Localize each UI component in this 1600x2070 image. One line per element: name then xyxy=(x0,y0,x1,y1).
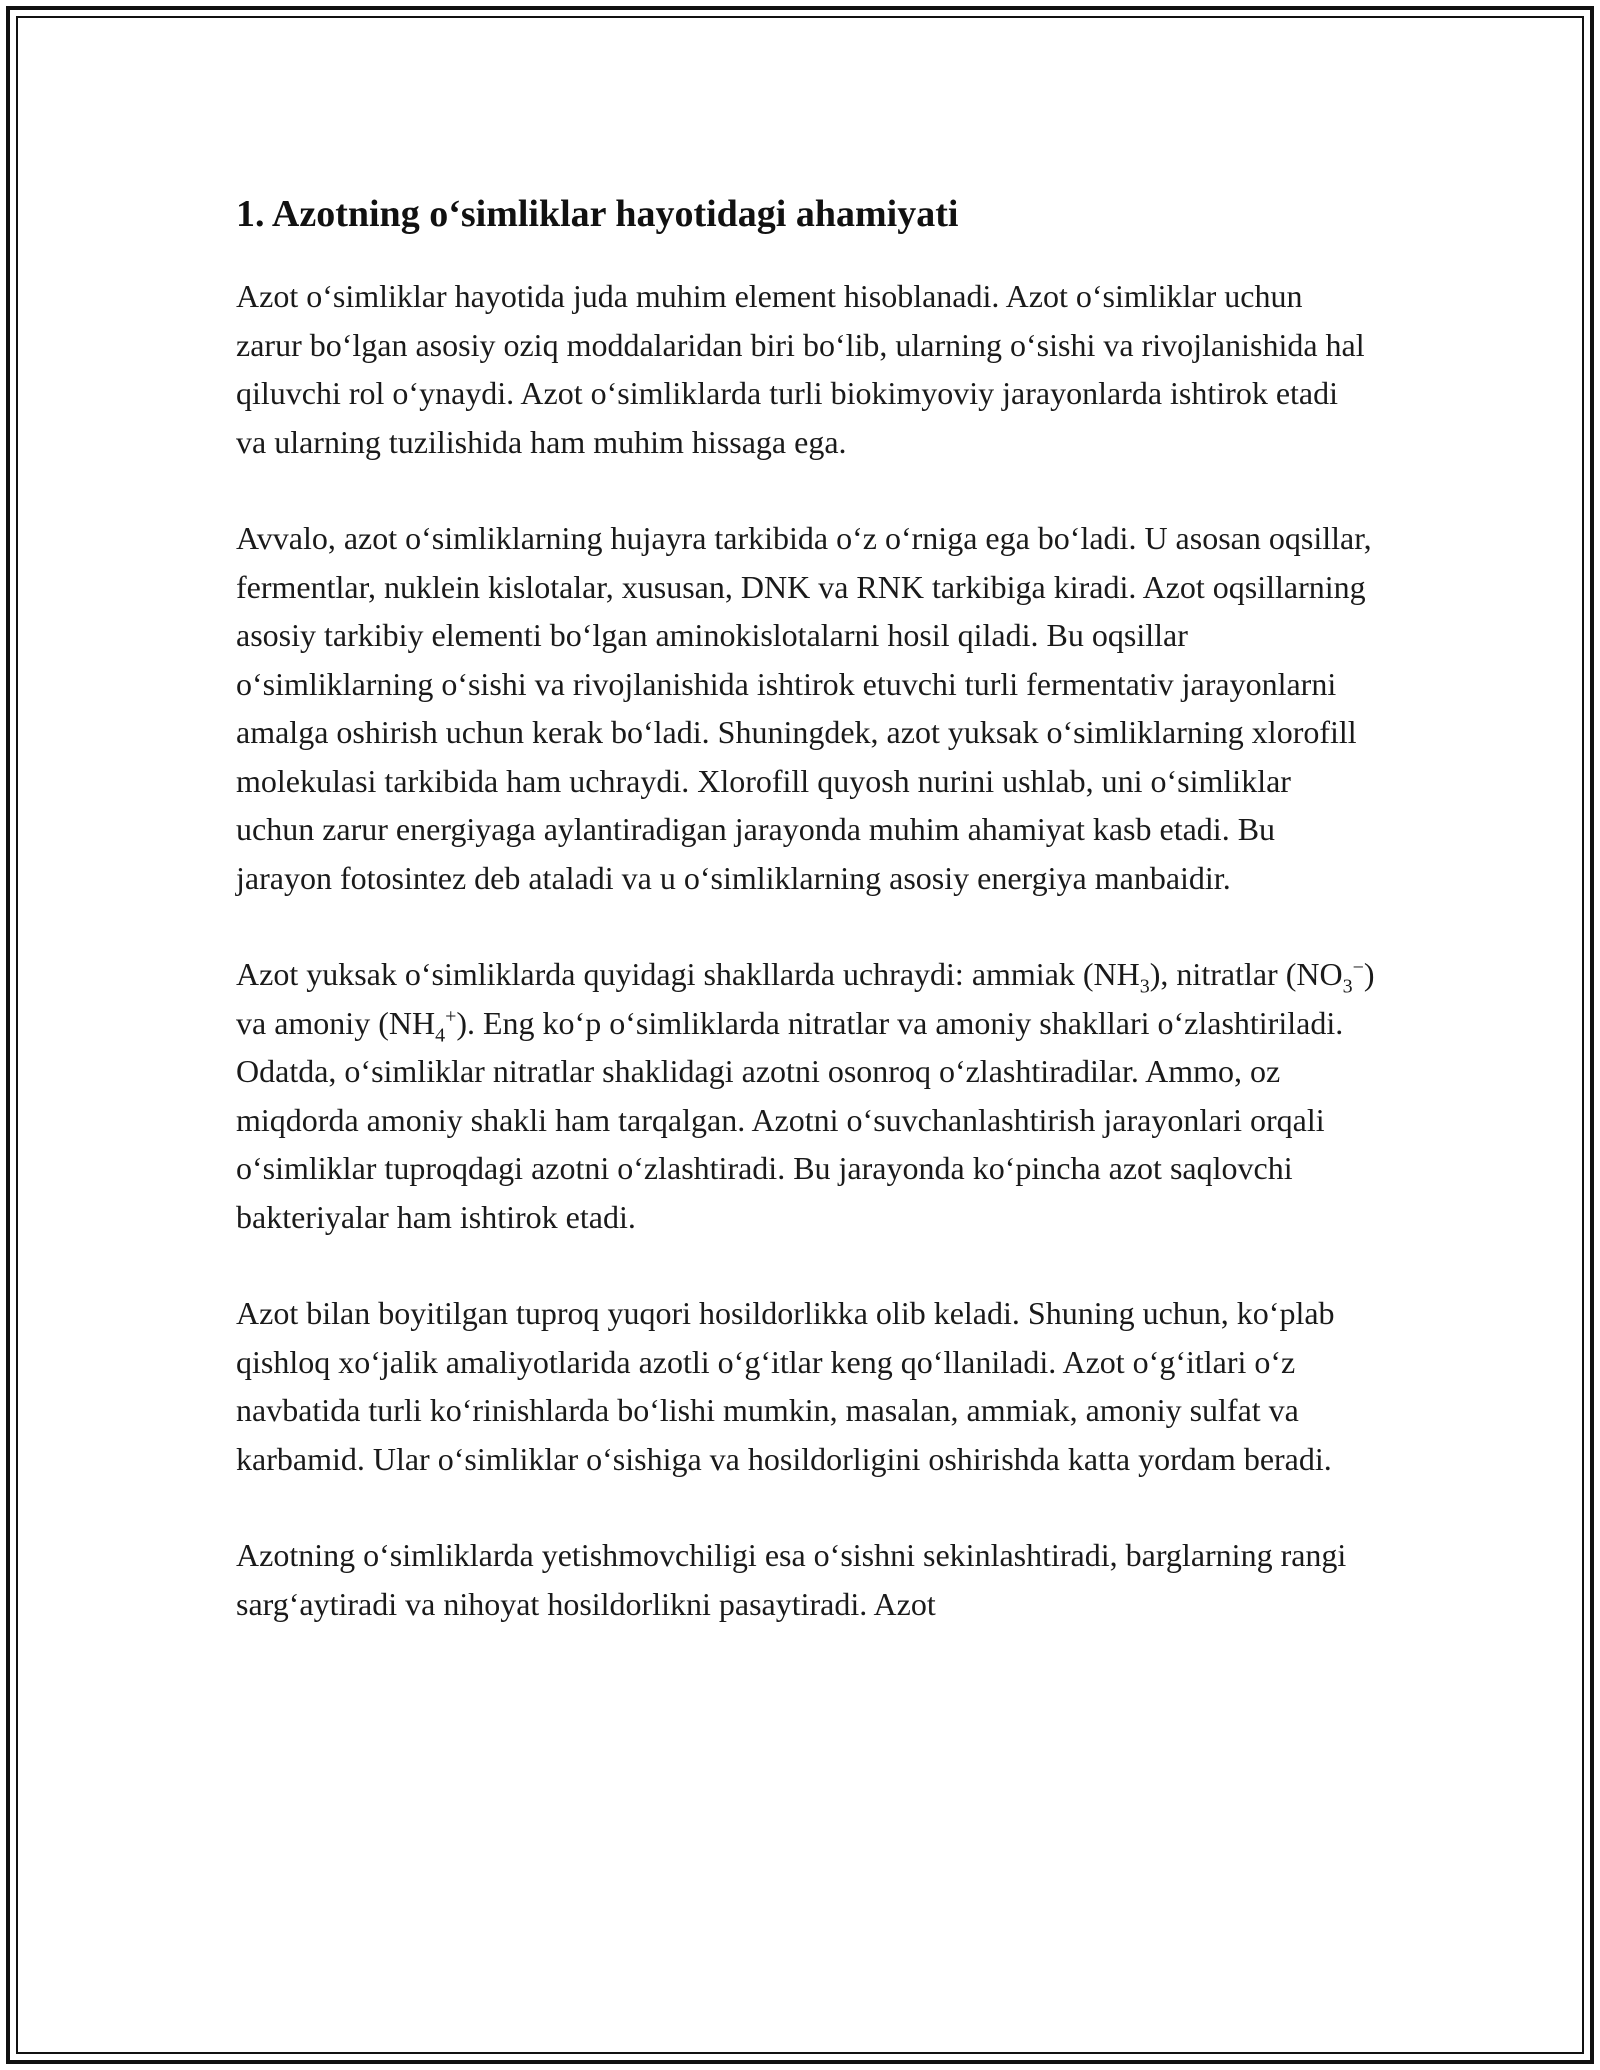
nitrate-charge: − xyxy=(1352,956,1364,979)
nitrate-subscript: 3 xyxy=(1342,975,1353,998)
paragraph-2: Avvalo, azot o‘simliklarning hujayra tarkibida o‘z o‘rniga ega bo‘ladi. U asosan oqsillar, fermentlar, nuklein kislotalar, xususan, DNK va RNK tarkibiga kiradi. Azot oqsillarning asosiy tarkibiy elementi bo‘lgan aminokislotalarni hosil qiladi. Bu oqsillar o‘simliklarning o‘sishi va rivojlanishida ishtirok etuvchi turli fermentativ jarayonlarni amalga oshirish uchun kerak bo‘ladi. Shuningdek, azot yuksak o‘simliklarning xlorofill molekulasi tarkibida ham uchraydi. Xlorofill quyosh nurini ushlab, uni o‘simliklar uchun zarur energiyaga aylantiradigan jarayonda muhim ahamiyat kasb etadi. Bu jarayon fotosintez deb ataladi va u o‘simliklarning asosiy energiya manbaidir. xyxy=(236,520,1372,896)
paragraph-3-text-3: ) va amoniy (NH xyxy=(236,956,1375,1041)
paragraph-3-text-2: ), nitratlar (NO xyxy=(1149,956,1343,992)
paragraph-3 xyxy=(236,950,1376,1241)
ammonium-charge: + xyxy=(445,1004,457,1027)
ammonium-subscript: 4 xyxy=(435,1023,446,1046)
document-body xyxy=(236,186,1376,1676)
section-heading: 1. Azotning o‘simliklar hayotidagi ahamiyati xyxy=(236,193,959,235)
paragraph-1: Azot o‘simliklar hayotida juda muhim element hisoblanadi. Azot o‘simliklar uchun zarur bo‘lgan asosiy oziq moddalaridan biri bo‘lib, ularning o‘sishi va rivojlanishida hal qiluvchi rol o‘ynaydi. Azot o‘simliklarda turli biokimyoviy jarayonlarda ishtirok etadi va ularning tuzilishida ham muhim hissaga ega. xyxy=(236,278,1365,460)
paragraph-5: Azotning o‘simliklarda yetishmovchiligi esa o‘sishni sekinlashtiradi, barglarning rangi sarg‘aytiradi va nihoyat hosildorlikni pasaytiradi. Azot xyxy=(236,1537,1347,1622)
paragraph-3-text-4: ). Eng ko‘p o‘simliklarda nitratlar va amoniy shakllari o‘zlashtiriladi. Odatda, o‘simliklar nitratlar shaklidagi azotni osonroq o‘zlashtiradilar. Ammo, oz miqdorda amoniy shakli ham tarqalgan. Azotni o‘suvchanlashtirish jarayonlari orqali o‘simliklar tuproqdagi azotni o‘zlashtiradi. Bu jarayonda ko‘pincha azot saqlovchi bakteriyalar ham ishtirok etadi. xyxy=(236,1004,1344,1235)
ammonia-subscript: 3 xyxy=(1139,975,1150,998)
paragraph-4: Azot bilan boyitilgan tuproq yuqori hosildorlikka olib keladi. Shuning uchun, ko‘plab qishloq xo‘jalik amaliyotlarida azotli o‘g‘itlar keng qo‘llaniladi. Azot o‘g‘itlari o‘z navbatida turli ko‘rinishlarda bo‘lishi mumkin, masalan, ammiak, amoniy sulfat va karbamid. Ular o‘simliklar o‘sishiga va hosildorligini oshirishda katta yordam beradi. xyxy=(236,1295,1335,1477)
paragraph-3-text-1: Azot yuksak o‘simliklarda quyidagi shakllarda uchraydi: ammiak (NH xyxy=(236,956,1140,992)
